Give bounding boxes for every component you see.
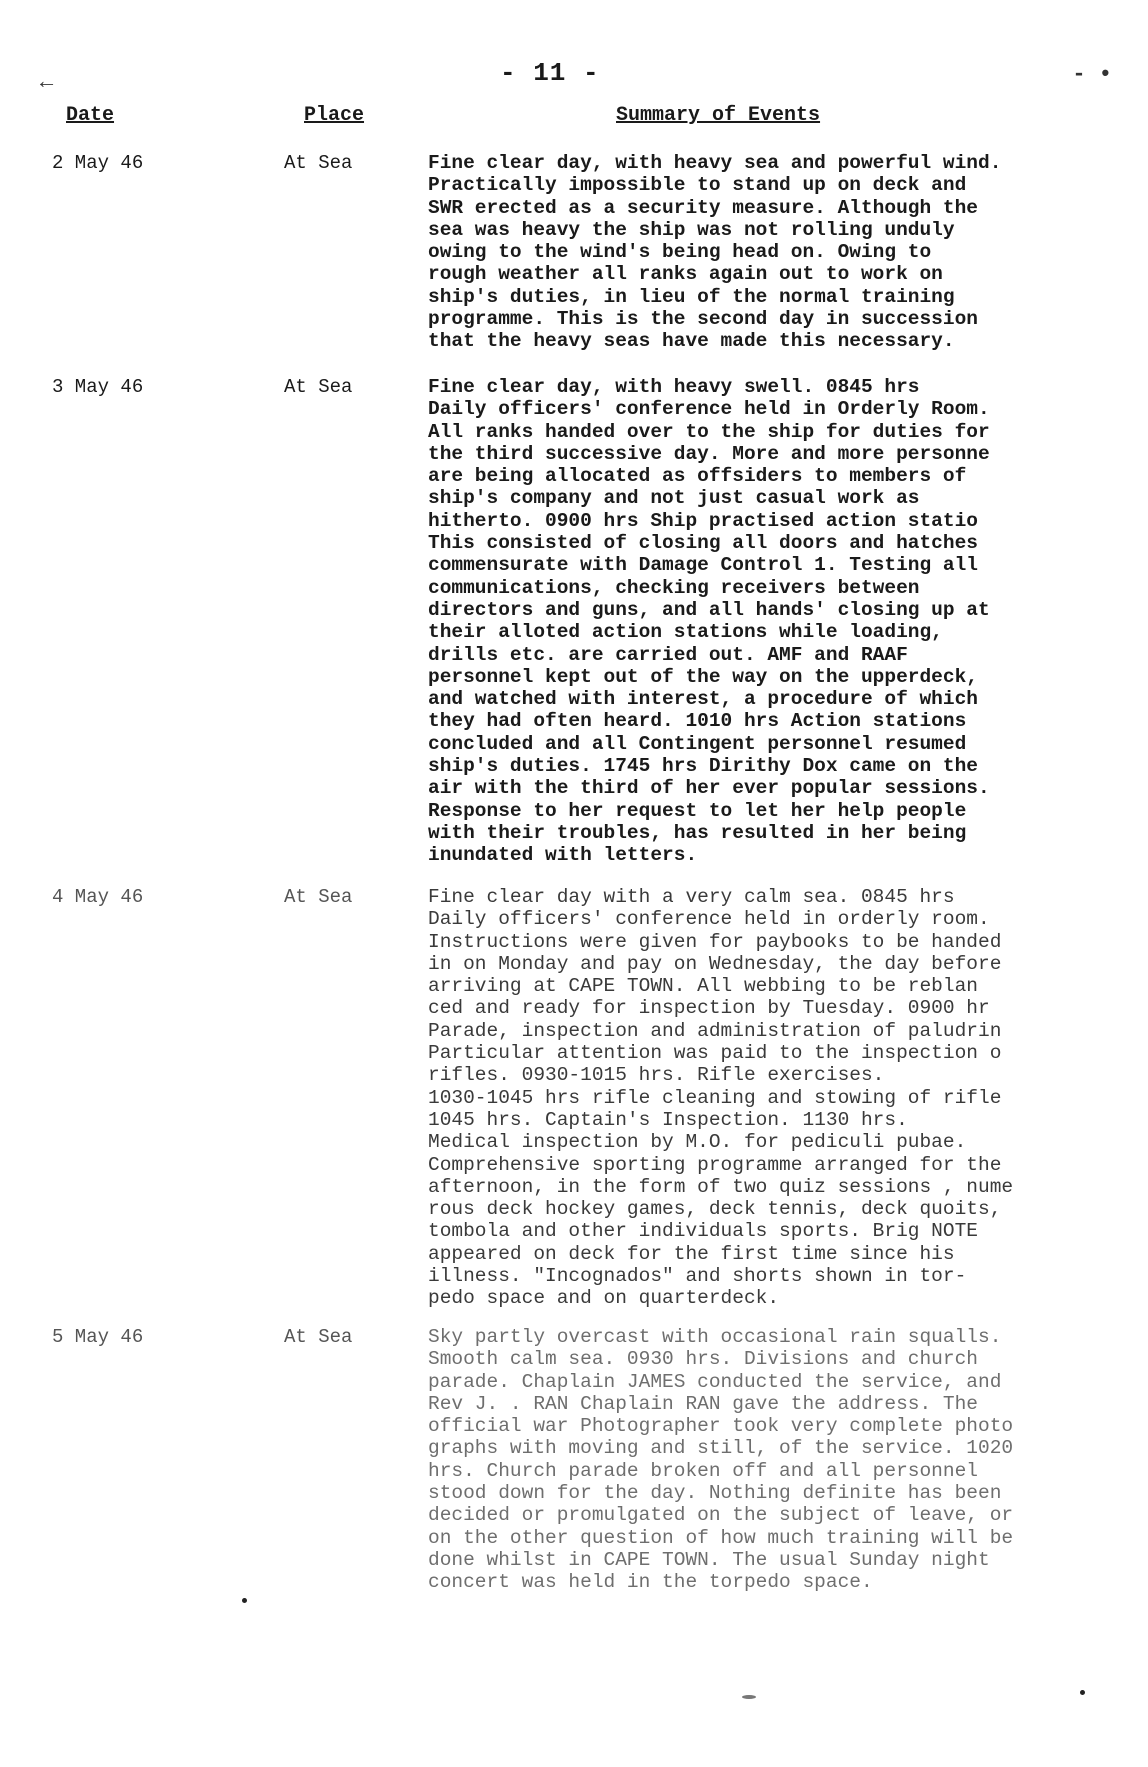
corner-arrow-mark: ←: [40, 70, 54, 95]
column-header-date: Date: [66, 104, 115, 127]
entry-date: 4 May 46: [52, 886, 144, 908]
entry-date: 3 May 46: [52, 376, 144, 398]
column-header-summary: Summary of Events: [616, 104, 821, 127]
entry-summary: Fine clear day with a very calm sea. 0845 hrs Daily officers' conference held in orderly room. Instructions were given for paybooks to be handed in on Monday and pay on Wednesday, the day before arriving at CAPE TOWN. All webbing to be reblan ced and ready for inspection by Tuesday. 0900 hr Parade, inspection and administration of paludrin Particular attention was paid to the inspection o rifles. 0930-1015 hrs. Rifle exercises. 1030-1045 hrs rifle cleaning and stowing of rifle 1045 hrs. Captain's Inspection. 1130 hrs. Medical inspection by M.O. for pediculi pubae. Comprehensive sporting programme arranged for the afternoon, in the form of two quiz sessions , nume rous deck hockey games, deck tennis, deck quoits, tombola and other individuals sports. Brig NOTE appeared on deck for the first time since his illness. "Incognados" and shorts shown in tor- pedo space and on quarterdeck.: [428, 886, 1014, 1310]
entry-place: At Sea: [284, 1326, 353, 1348]
page-number: - 11 -: [500, 58, 600, 88]
entry-summary: Sky partly overcast with occasional rain squalls. Smooth calm sea. 0930 hrs. Divisions and church parade. Chaplain JAMES conducted the service, and Rev J. . RAN Chaplain RAN gave the address. The official war Photographer took very complete photo graphs with moving and still, of the service. 1020 hrs. Church parade broken off and all personnel stood down for the day. Nothing definite has been decided or promulgated on the subject of leave, or on the other question of how much training will be done whilst in CAPE TOWN. The usual Sunday night concert was held in the torpedo space.: [428, 1326, 1014, 1594]
entry-summary: Fine clear day, with heavy swell. 0845 hrs Daily officers' conference held in Orderly Room. All ranks handed over to the ship for duties for the third successive day. More and more personne are being allocated as offsiders to members of ship's company and not just casual work as hitherto. 0900 hrs Ship practised action statio This consisted of closing all doors and hatches commensurate with Damage Control 1. Testing all communications, checking receivers between directors and guns, and all hands' closing up at their alloted action stations while loading, drills etc. are carried out. AMF and RAAF personnel kept out of the way on the upperdeck, and watched with interest, a procedure of which they had often heard. 1010 hrs Action stations concluded and all Contingent personnel resumed ship's duties. 1745 hrs Dirithy Dox came on the air with the third of her ever popular sessions. Response to her request to let her help people with their troubles, has resulted in her being inundated with letters.: [428, 376, 990, 867]
entry-place: At Sea: [284, 886, 353, 908]
entry-date: 2 May 46: [52, 152, 144, 174]
ink-speck: [242, 1598, 247, 1603]
ink-speck: [1080, 1690, 1085, 1695]
entry-summary: Fine clear day, with heavy sea and powerful wind. Practically impossible to stand up on deck and SWR erected as a security measure. Although the sea was heavy the ship was not rolling unduly owing to the wind's being head on. Owing to rough weather all ranks again out to work on ship's duties, in lieu of the normal training programme. This is the second day in succession that the heavy seas have made this necessary.: [428, 152, 1002, 353]
entry-place: At Sea: [284, 376, 353, 398]
entry-date: 5 May 46: [52, 1326, 144, 1348]
corner-dash-mark: - •: [1072, 62, 1112, 87]
column-header-place: Place: [304, 104, 365, 127]
ink-speck: [742, 1695, 756, 1699]
entry-place: At Sea: [284, 152, 353, 174]
